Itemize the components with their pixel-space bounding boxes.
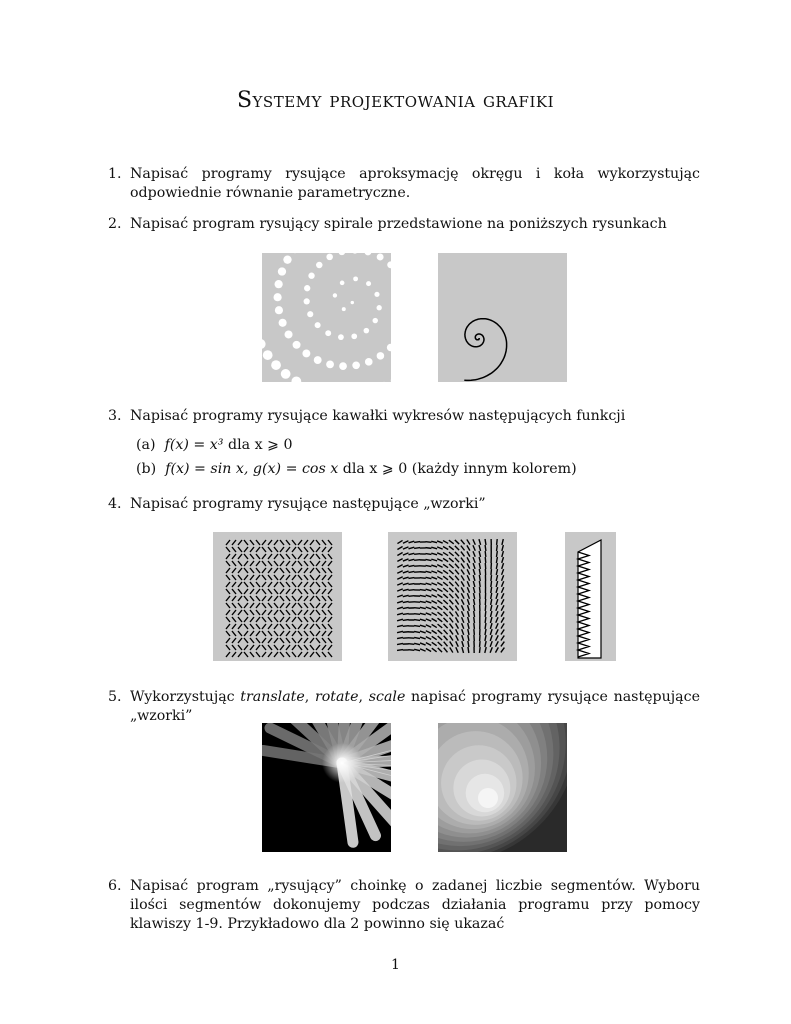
item-number: 5. (108, 689, 122, 705)
task-item-6 (108, 877, 700, 934)
dot-spiral-figure (262, 253, 391, 382)
item-number: 1. (108, 166, 122, 182)
formula: f(x) = sin x, g(x) = cos x (165, 461, 339, 477)
task-item-3 (108, 407, 700, 426)
page-title: Systemy projektowania grafiki (236, 88, 555, 113)
rotated-rays-figure (262, 723, 391, 852)
item-number: 2. (108, 216, 122, 232)
formula-rest: dla x ⩾ 0 (każdy innym kolorem) (338, 461, 577, 477)
zigzag-pattern-figure (213, 532, 342, 661)
subitem-label: (a) (136, 437, 156, 453)
sawtooth-pattern-figure (565, 532, 616, 661)
formula: f(x) = x³ (164, 437, 224, 453)
item-number: 4. (108, 496, 122, 512)
task-item-4 (108, 495, 700, 514)
line-spiral-figure (438, 253, 567, 382)
task-item-2 (108, 215, 700, 234)
item-text: Napisać programy rysujące następujące „wzorki” (130, 496, 486, 512)
item-number: 6. (108, 878, 122, 894)
task-item-1 (108, 165, 700, 203)
item-text: Napisać program „rysujący” choinkę o zadanej liczbie segmentów. Wyboru ilości segmentów dokonujemy podczas działania programu przy pomocy klawiszy 1-9. Przykładowo dla 2 powinno się ukazać (130, 878, 700, 932)
formula-rest: dla x ⩾ 0 (223, 437, 293, 453)
item-text: Napisać program rysujący spirale przedstawione na poniższych rysunkach (130, 216, 667, 232)
dash-rotation-pattern-figure (388, 532, 517, 661)
item-text: Napisać programy rysujące aproksymację okręgu i koła wykorzystując odpowiednie równanie parametryczne. (130, 166, 700, 201)
item-number: 3. (108, 408, 122, 424)
task-item-5 (108, 688, 700, 726)
subitem-a (136, 437, 293, 453)
subitem-label: (b) (136, 461, 157, 477)
page-number: 1 (391, 957, 400, 973)
subitem-b (136, 461, 577, 477)
item-text: Napisać programy rysujące kawałki wykresów następujących funkcji (130, 408, 626, 424)
concentric-gradient-figure (438, 723, 567, 852)
item-text: Wykorzystując translate, rotate, scale napisać programy rysujące następujące „wzorki” (130, 689, 700, 724)
